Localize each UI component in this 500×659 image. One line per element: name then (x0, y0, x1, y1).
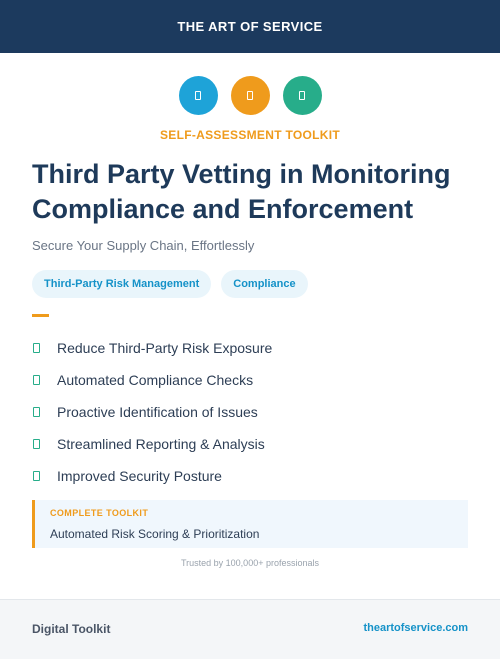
footer (0, 599, 500, 659)
header-bar (0, 0, 500, 53)
page-title (32, 157, 477, 227)
check-icon (33, 439, 40, 449)
accent-divider (32, 314, 49, 317)
check-icon (33, 375, 40, 385)
website-link[interactable]: theartofservice.com (363, 622, 468, 634)
eyebrow-label: SELF-ASSESSMENT TOOLKIT (159, 128, 341, 142)
check-icon (33, 407, 40, 417)
title-line-2: Compliance and Enforcement (32, 194, 414, 224)
list-item (32, 332, 272, 364)
document-icon (179, 76, 218, 115)
benefit-label: Automated Compliance Checks (57, 372, 254, 388)
toolkit-callout (32, 500, 468, 548)
list-item (32, 428, 272, 460)
callout-label: COMPLETE TOOLKIT (50, 508, 149, 518)
check-icon (33, 343, 40, 353)
brand-name: THE ART OF SERVICE (177, 19, 323, 34)
trust-note: Trusted by 100,000+ professionals (180, 558, 319, 568)
benefit-list (32, 332, 272, 492)
footer-label: Digital Toolkit (32, 622, 111, 636)
tag-list (32, 270, 308, 298)
tag-third-party-risk: Third-Party Risk Management (32, 270, 211, 298)
benefit-label: Proactive Identification of Issues (57, 404, 258, 420)
document-icon (231, 76, 270, 115)
list-item (32, 460, 272, 492)
benefit-label: Improved Security Posture (57, 468, 222, 484)
list-item (32, 396, 272, 428)
icon-row (0, 76, 500, 115)
benefit-label: Streamlined Reporting & Analysis (57, 436, 265, 452)
document-icon (283, 76, 322, 115)
subtitle: Secure Your Supply Chain, Effortlessly (32, 238, 255, 253)
callout-text: Automated Risk Scoring & Prioritization (50, 527, 260, 541)
tag-compliance: Compliance (221, 270, 307, 298)
benefit-label: Reduce Third-Party Risk Exposure (57, 340, 273, 356)
check-icon (33, 471, 40, 481)
list-item (32, 364, 272, 396)
title-line-1: Third Party Vetting in Monitoring (32, 159, 451, 189)
